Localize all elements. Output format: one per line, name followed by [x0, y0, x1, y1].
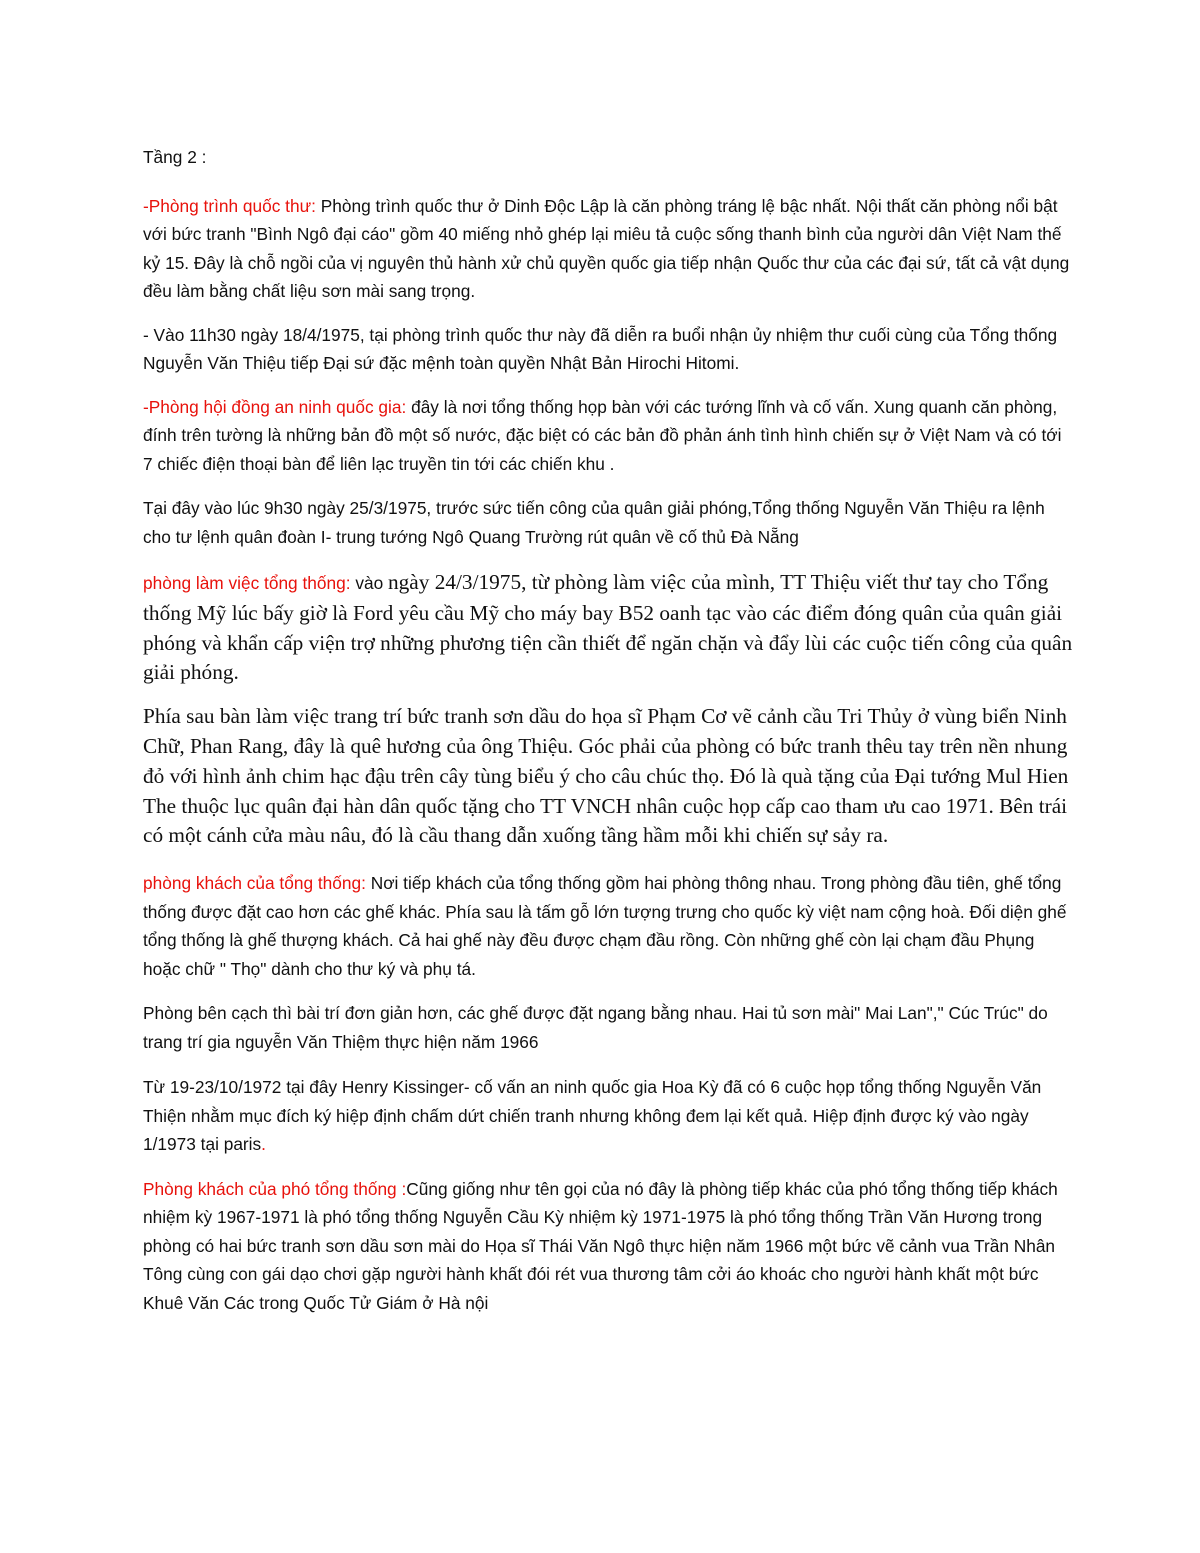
paragraph-tail: . [261, 1134, 266, 1155]
paragraph-last-credentials [143, 321, 1073, 378]
section-reception-room [143, 192, 1073, 306]
section-title: -Phòng trình quốc thư: [143, 195, 316, 216]
paragraph-text: Tại đây vào lúc 9h30 ngày 25/3/1975, trước sức tiến công của quân giải phóng,Tổng thống Nguyễn Văn Thiệu ra lệnh cho tư lệnh quân đoàn I- trung tướng Ngô Quang Trường rút quân về cố thủ Đà Nẵng [143, 498, 1045, 547]
section-text: Phòng trình quốc thư ở Dinh Độc Lập là căn phòng tráng lệ bậc nhất. Nội thất căn phòng nổi bật với bức tranh "Bình Ngô đại cáo" gồm 40 miếng nhỏ ghép lại miêu tả cuộc sống thanh bình của người dân Việt Nam thế kỷ 15. Đây là chỗ ngồi của vị nguyên thủ hành xử chủ quyền quốc gia tiếp nhận Quốc thư của các đại sứ, tất cả vật dụng đều làm bằng chất liệu sơn mài sang trọng. [143, 195, 1070, 301]
section-title: phòng khách của tổng thống: [143, 873, 366, 894]
section-text-lead: vào [350, 573, 388, 593]
section-security-council-room [143, 393, 1073, 479]
section-title: phòng làm việc tổng thống: [143, 573, 351, 593]
paragraph-office-decor [143, 702, 1073, 851]
section-vice-president-guest-room [143, 1175, 1073, 1318]
paragraph-text: - Vào 11h30 ngày 18/4/1975, tại phòng trình quốc thư này đã diễn ra buổi nhận ủy nhiệm thư cuối cùng của Tổng thống Nguyễn Văn Thiệu tiếp Đại sứ đặc mệnh toàn quyền Nhật Bản Hirochi Hitomi. [143, 324, 1058, 373]
paragraph-side-room [143, 999, 1073, 1056]
section-text: Nơi tiếp khách của tổng thống gồm hai phòng thông nhau. Trong phòng đầu tiên, ghế tổng thống được đặt cao hơn các ghế khác. Phía sau là tấm gỗ lớn tượng trưng cho quốc kỳ việt nam cộng hoà. Đối diện ghế tổng thống là ghế thượng khách. Cả hai ghế này đều được chạm đầu rồng. Còn những ghế còn lại chạm đầu Phụng hoặc chữ " Thọ" dành cho thư ký và phụ tá. [143, 873, 1067, 979]
paragraph-text: Phía sau bàn làm việc trang trí bức tranh sơn dầu do họa sĩ Phạm Cơ vẽ cảnh cầu Tri Thủy ở vùng biển Ninh Chữ, Phan Rang, đây là quê hương của ông Thiệu. Góc phải của phòng có bức tranh thêu tay trên nền nhung đỏ với hình ảnh chim hạc đậu trên cây tùng biểu ý cho câu chúc thọ. Đó là quà tặng của Đại tướng Mul Hien The thuộc lục quân đại hàn dân quốc tặng cho TT VNCH nhân cuộc họp cấp cao tham ưu cao 1971. Bên trái có một cánh cửa màu nâu, đó là cầu thang dẫn xuống tầng hầm mỗi khi chiến sự sảy ra. [143, 704, 1069, 848]
section-text: Cũng giống như tên gọi của nó đây là phòng tiếp khác của phó tổng thống tiếp khách nhiệm kỳ 1967-1971 là phó tổng thống Nguyễn Cầu Kỳ nhiệm kỳ 1971-1975 là phó tổng thống Trần Văn Hương trong phòng có hai bức tranh sơn dầu sơn mài do Họa sĩ Thái Văn Ngô thực hiện năm 1966 một bức vẽ cảnh vua Trần Nhân Tông cùng con gái dạo chơi gặp người hành khất đói rét vua thương tâm cởi áo khoác cho người hành khất một bức Khuê Văn Các trong Quốc Tử Giám ở Hà nội [143, 1178, 1058, 1313]
section-text: đây là nơi tổng thống họp bàn với các tướng lĩnh và cố vấn. Xung quanh căn phòng, đính trên tường là những bản đồ một số nước, đặc biệt có các bản đồ phản ánh tình hình chiến sự ở Việt Nam và có tới 7 chiếc điện thoại bàn để liên lạc truyền tin tới các chiến khu . [143, 396, 1062, 474]
section-text: ngày 24/3/1975, từ phòng làm việc của mình, TT Thiệu viết thư tay cho Tổng thống Mỹ lúc bấy giờ là Ford yêu cầu Mỹ cho máy bay B52 oanh tạc vào các điểm đóng quân của quân giải phóng và khẩn cấp viện trợ những phương tiện cần thiết để ngăn chặn và đẩy lùi các cuộc tiến công của quân giải phóng. [143, 570, 1073, 685]
document-body [143, 143, 1073, 1317]
section-president-guest-room [143, 869, 1073, 983]
paragraph-text: Từ 19-23/10/1972 tại đây Henry Kissinger- cố vấn an ninh quốc gia Hoa Kỳ đã có 6 cuộc họp tổng thống Nguyễn Văn Thiện nhằm mục đích ký hiệp định chấm dứt chiến tranh nhưng không đem lại kết quả. Hiệp định được ký vào ngày 1/1973 tại paris [143, 1077, 1042, 1155]
section-president-office [143, 568, 1073, 688]
paragraph-withdrawal-order [143, 494, 1073, 551]
section-title: Phòng khách của phó tổng thống : [143, 1178, 407, 1199]
paragraph-kissinger-meetings [143, 1073, 1073, 1159]
floor-heading [143, 143, 1073, 172]
section-title: -Phòng hội đồng an ninh quốc gia: [143, 396, 407, 417]
floor-heading-text: Tầng 2 : [143, 147, 207, 167]
paragraph-text: Phòng bên cạch thì bài trí đơn giản hơn, các ghế được đặt ngang bằng nhau. Hai tủ sơn mài" Mai Lan"," Cúc Trúc" do trang trí gia nguyễn Văn Thiệm thực hiện năm 1966 [143, 1003, 1048, 1052]
